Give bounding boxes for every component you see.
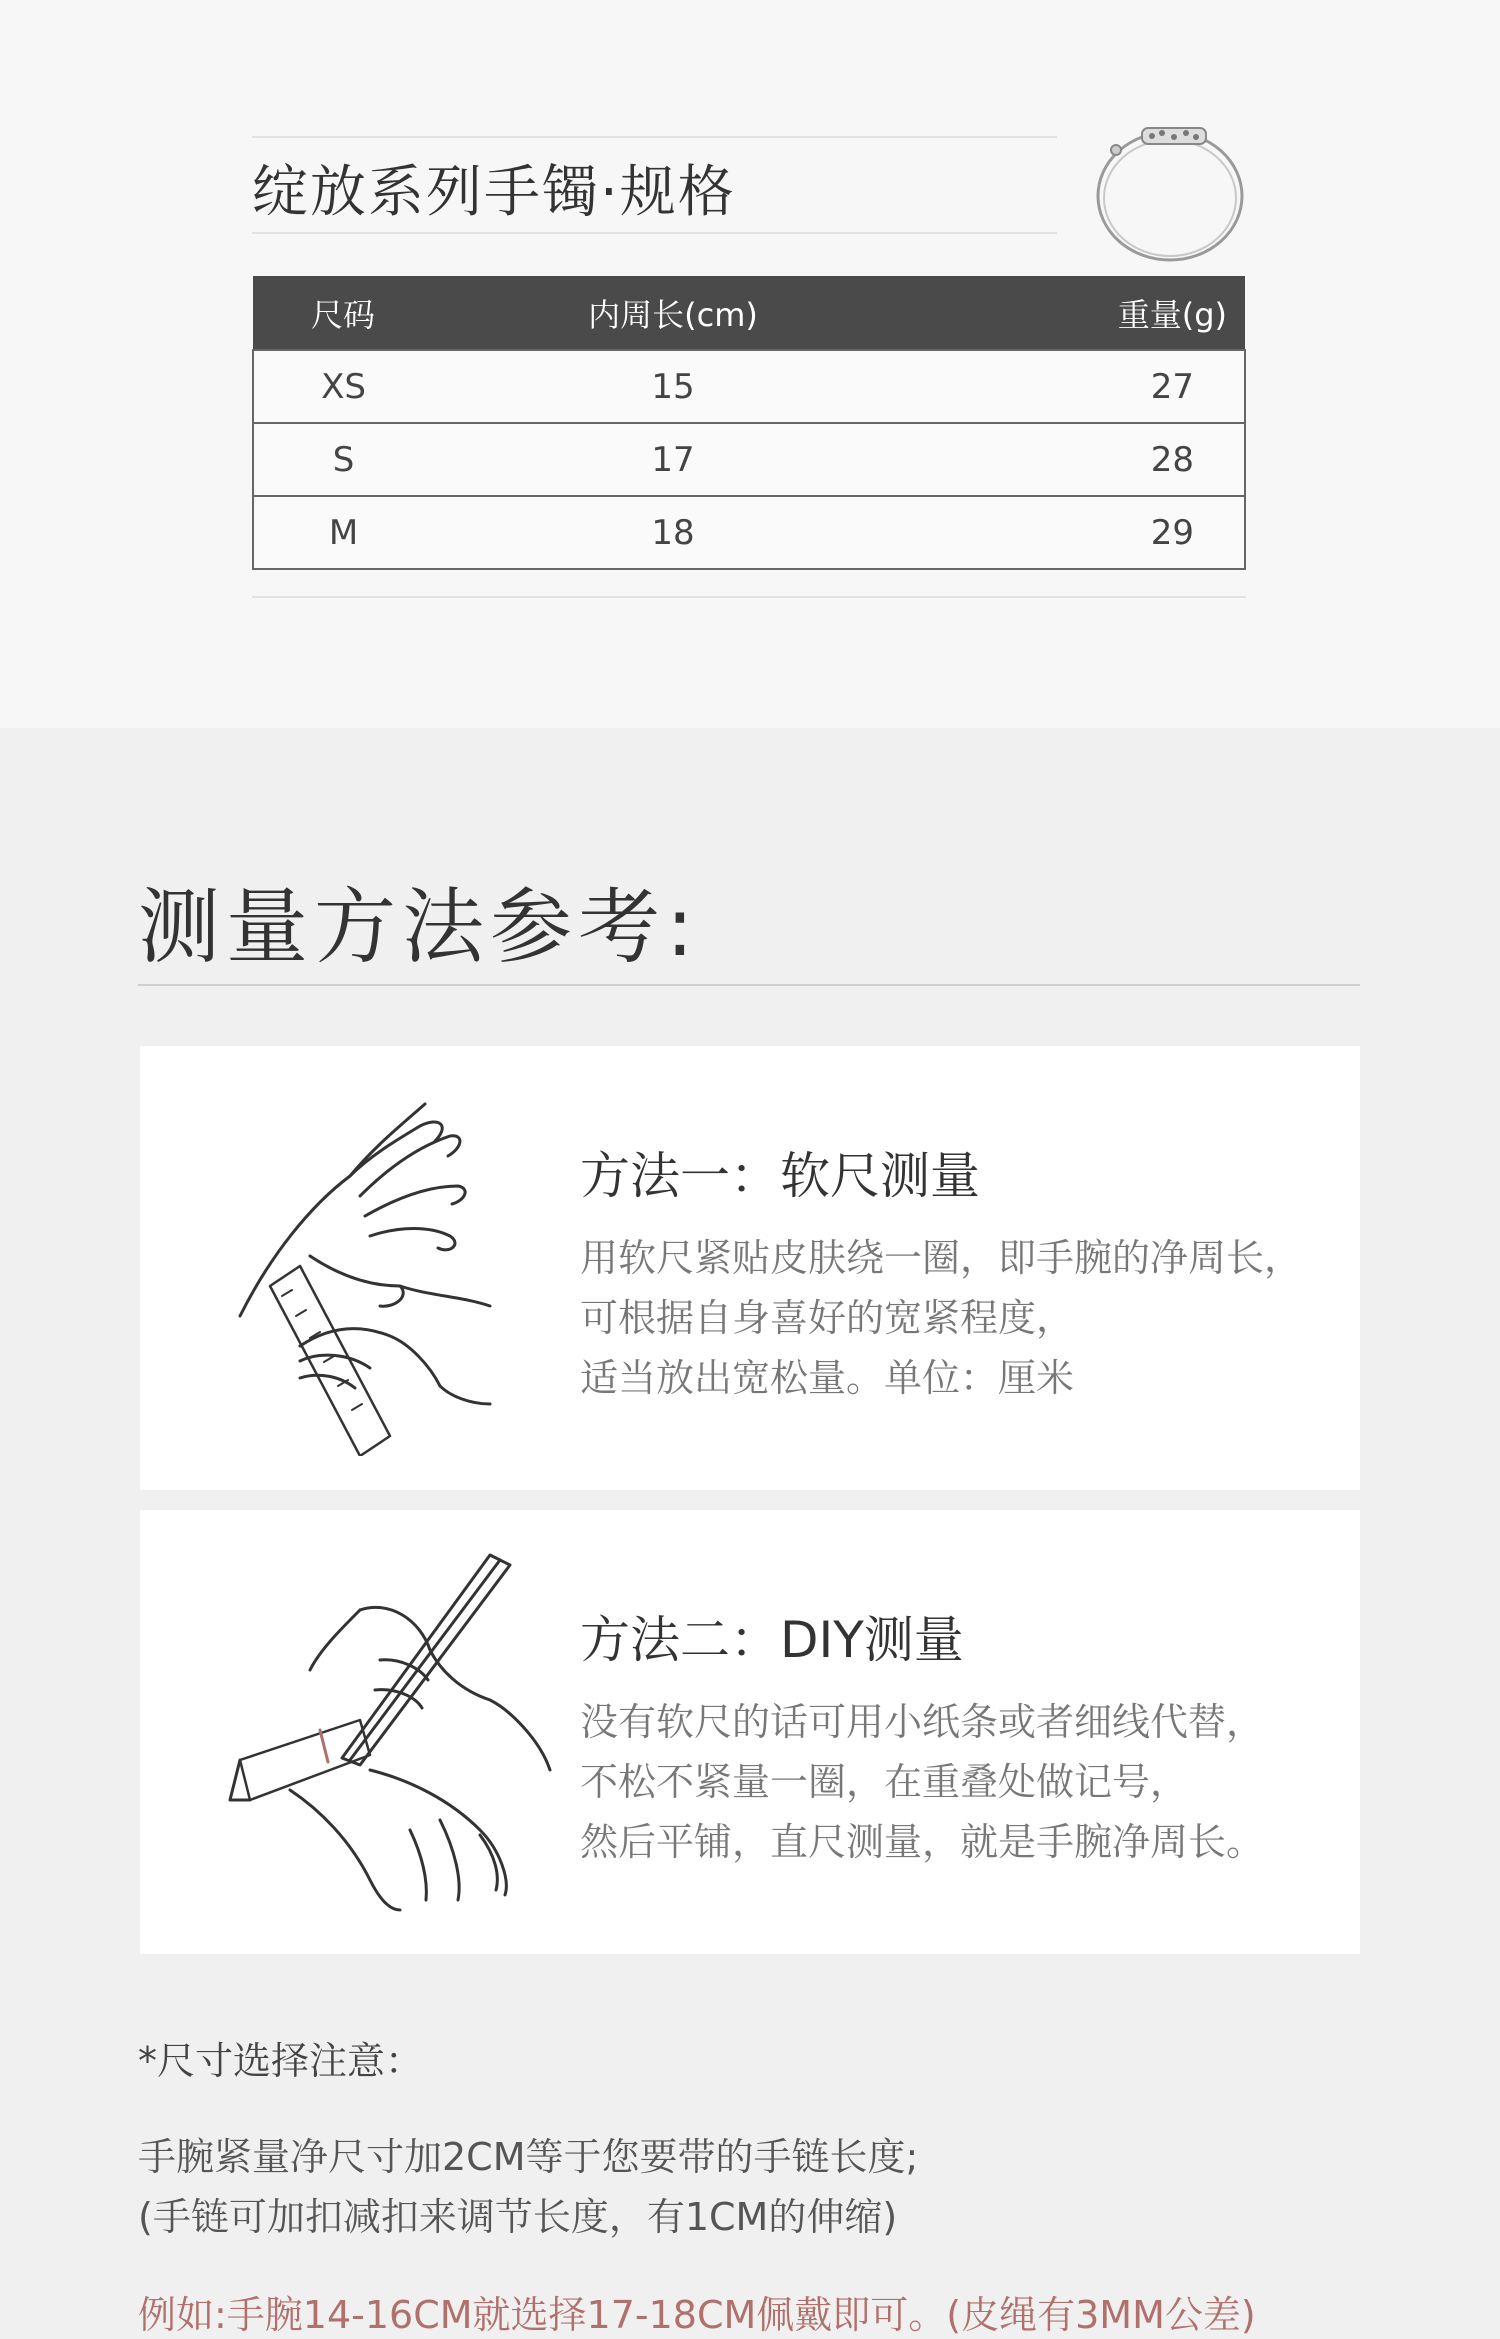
method-2-line: 不松不紧量一圈，在重叠处做记号， [580, 1760, 1189, 1804]
measure-title: 测量方法参考: [138, 880, 700, 975]
method-2-title: 方法二：DIY测量 [580, 1611, 964, 1669]
size-note-line: (手链可加扣减扣来调节长度，有1CM的伸缩) [138, 2195, 898, 2239]
cell-weight: 29 [913, 496, 1245, 569]
method-2-line: 然后平铺，直尺测量，就是手腕净周长。 [580, 1820, 1265, 1864]
method-card-soft-ruler [140, 1046, 1360, 1490]
spec-table [252, 276, 1246, 570]
cell-size: M [253, 496, 433, 569]
cell-inner-circumference: 15 [433, 350, 913, 423]
table-row [253, 496, 1245, 569]
header-size: 尺码 [253, 276, 433, 350]
method-1-line: 用软尺紧贴皮肤绕一圈，即手腕的净周长， [580, 1236, 1303, 1280]
soft-ruler-wrist-icon [200, 1086, 580, 1456]
table-row [253, 350, 1245, 423]
method-card-diy [140, 1510, 1360, 1954]
method-1-line: 适当放出宽松量。单位：厘米 [580, 1356, 1075, 1400]
header-inner-circumference: 内周长(cm) [433, 276, 913, 350]
spec-title: 绽放系列手镯·规格 [252, 160, 736, 225]
size-note-line: 手腕紧量净尺寸加2CM等于您要带的手链长度; [138, 2135, 919, 2179]
measure-divider [138, 984, 1360, 986]
size-note-heading: *尺寸选择注意： [138, 2039, 424, 2083]
spec-title-top-divider [252, 136, 1057, 138]
cell-inner-circumference: 17 [433, 423, 913, 496]
cell-weight: 28 [913, 423, 1245, 496]
spec-table-header-row [253, 276, 1245, 350]
spec-title-bottom-divider [252, 232, 1057, 234]
header-weight: 重量(g) [913, 276, 1245, 350]
method-1-title: 方法一：软尺测量 [580, 1147, 980, 1205]
bangle-icon [1090, 118, 1250, 266]
cell-weight: 27 [913, 350, 1245, 423]
cell-size: S [253, 423, 433, 496]
paper-strip-wrist-icon [200, 1550, 580, 1920]
table-row [253, 423, 1245, 496]
size-note-example: 例如:手腕14-16CM就选择17-18CM佩戴即可。(皮绳有3MM公差) [138, 2293, 1256, 2337]
method-2-line: 没有软尺的话可用小纸条或者细线代替， [580, 1700, 1265, 1744]
cell-size: XS [253, 350, 433, 423]
cell-inner-circumference: 18 [433, 496, 913, 569]
method-1-body [580, 1228, 1360, 1408]
method-2-body [580, 1692, 1360, 1872]
method-1-line: 可根据自身喜好的宽紧程度， [580, 1296, 1075, 1340]
spec-bottom-divider [252, 596, 1246, 598]
